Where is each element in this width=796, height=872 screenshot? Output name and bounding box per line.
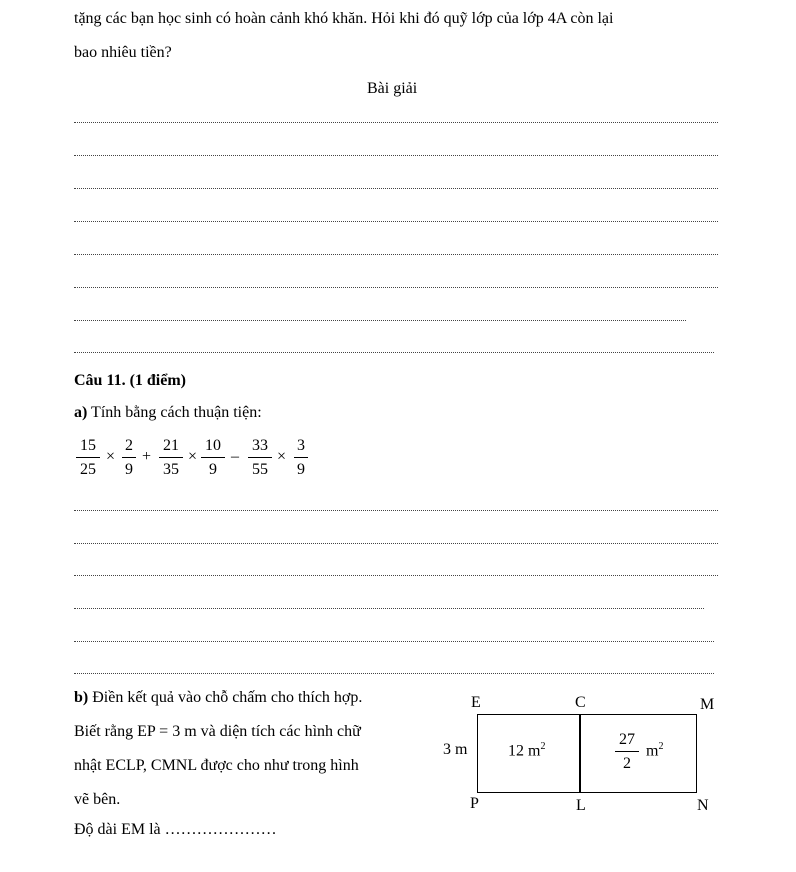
numerator: 21 [163, 437, 179, 454]
problem10-line1: tặng các bạn học sinh có hoàn cảnh khó khăn. Hỏi khi đó quỹ lớp của lớp 4A còn lại [74, 10, 614, 27]
part-b-instruction [74, 689, 362, 707]
area-CMNL-fraction [615, 731, 639, 773]
minus-operator: – [231, 448, 239, 465]
answer-line[interactable] [74, 221, 718, 222]
part-a-label: a) [74, 404, 88, 421]
part-b-line: nhật ECLP, CMNL được cho như trong hình [74, 757, 359, 774]
answer-line[interactable] [74, 543, 718, 544]
answer-line[interactable] [74, 155, 718, 156]
area-ECLP-value: 12 m [508, 742, 541, 760]
answer-line[interactable] [74, 608, 704, 609]
numerator: 2 [125, 437, 133, 454]
vertex-C: C [575, 694, 586, 711]
area-CMNL-exponent: 2 [658, 741, 664, 752]
numerator: 15 [80, 437, 96, 454]
part-b-line: Biết rằng EP = 3 m và diện tích các hình chữ [74, 723, 361, 740]
numerator: 33 [252, 437, 268, 454]
part-b-text: Điền kết quả vào chỗ chấm cho thích hợp. [88, 689, 363, 706]
times-operator: × [277, 448, 287, 465]
denominator: 55 [252, 461, 268, 478]
vertex-E: E [471, 694, 481, 711]
answer-blank[interactable]: Độ dài EM là ………………… [74, 821, 277, 838]
answer-line[interactable] [74, 575, 718, 576]
answer-line[interactable] [74, 352, 714, 353]
answer-line[interactable] [74, 320, 686, 321]
part-b-label: b) [74, 689, 89, 706]
plus-operator: + [142, 448, 152, 465]
vertex-P: P [470, 795, 479, 812]
vertex-M: M [700, 696, 715, 713]
times-operator: × [188, 448, 198, 465]
vertex-L: L [576, 797, 586, 814]
answer-line[interactable] [74, 641, 714, 642]
area-CMNL-unit [646, 741, 663, 760]
problem10-line2: bao nhiêu tiền? [74, 44, 172, 61]
fraction [76, 437, 100, 479]
denominator: 2 [623, 755, 631, 772]
fraction [122, 437, 136, 479]
answer-line[interactable] [74, 510, 718, 511]
side-length-EP: 3 m [443, 741, 468, 758]
answer-line[interactable] [74, 287, 718, 288]
fraction [248, 437, 272, 479]
divider-CL [579, 714, 581, 793]
answer-line[interactable] [74, 254, 718, 255]
part-b-line: vẽ bên. [74, 791, 121, 808]
denominator: 9 [297, 461, 305, 478]
area-CMNL-unit-value: m [646, 742, 659, 760]
area-ECLP-exponent: 2 [540, 741, 546, 752]
area-ECLP [508, 741, 545, 760]
vertex-N: N [697, 797, 709, 814]
question-heading: Câu 11. (1 điểm) [74, 372, 186, 389]
solution-heading: Bài giải [367, 80, 418, 97]
part-a-instruction [74, 404, 262, 422]
denominator: 35 [163, 461, 179, 478]
denominator: 25 [80, 461, 96, 478]
numerator: 3 [297, 437, 305, 454]
denominator: 9 [209, 461, 217, 478]
fraction [294, 437, 308, 479]
answer-line[interactable] [74, 673, 714, 674]
answer-line[interactable] [74, 188, 718, 189]
numerator: 27 [619, 731, 635, 748]
times-operator: × [106, 448, 116, 465]
denominator: 9 [125, 461, 133, 478]
answer-line[interactable] [74, 122, 718, 123]
fraction [201, 437, 225, 479]
part-a-text: Tính bằng cách thuận tiện: [87, 404, 262, 421]
numerator: 10 [205, 437, 221, 454]
fraction [159, 437, 183, 479]
